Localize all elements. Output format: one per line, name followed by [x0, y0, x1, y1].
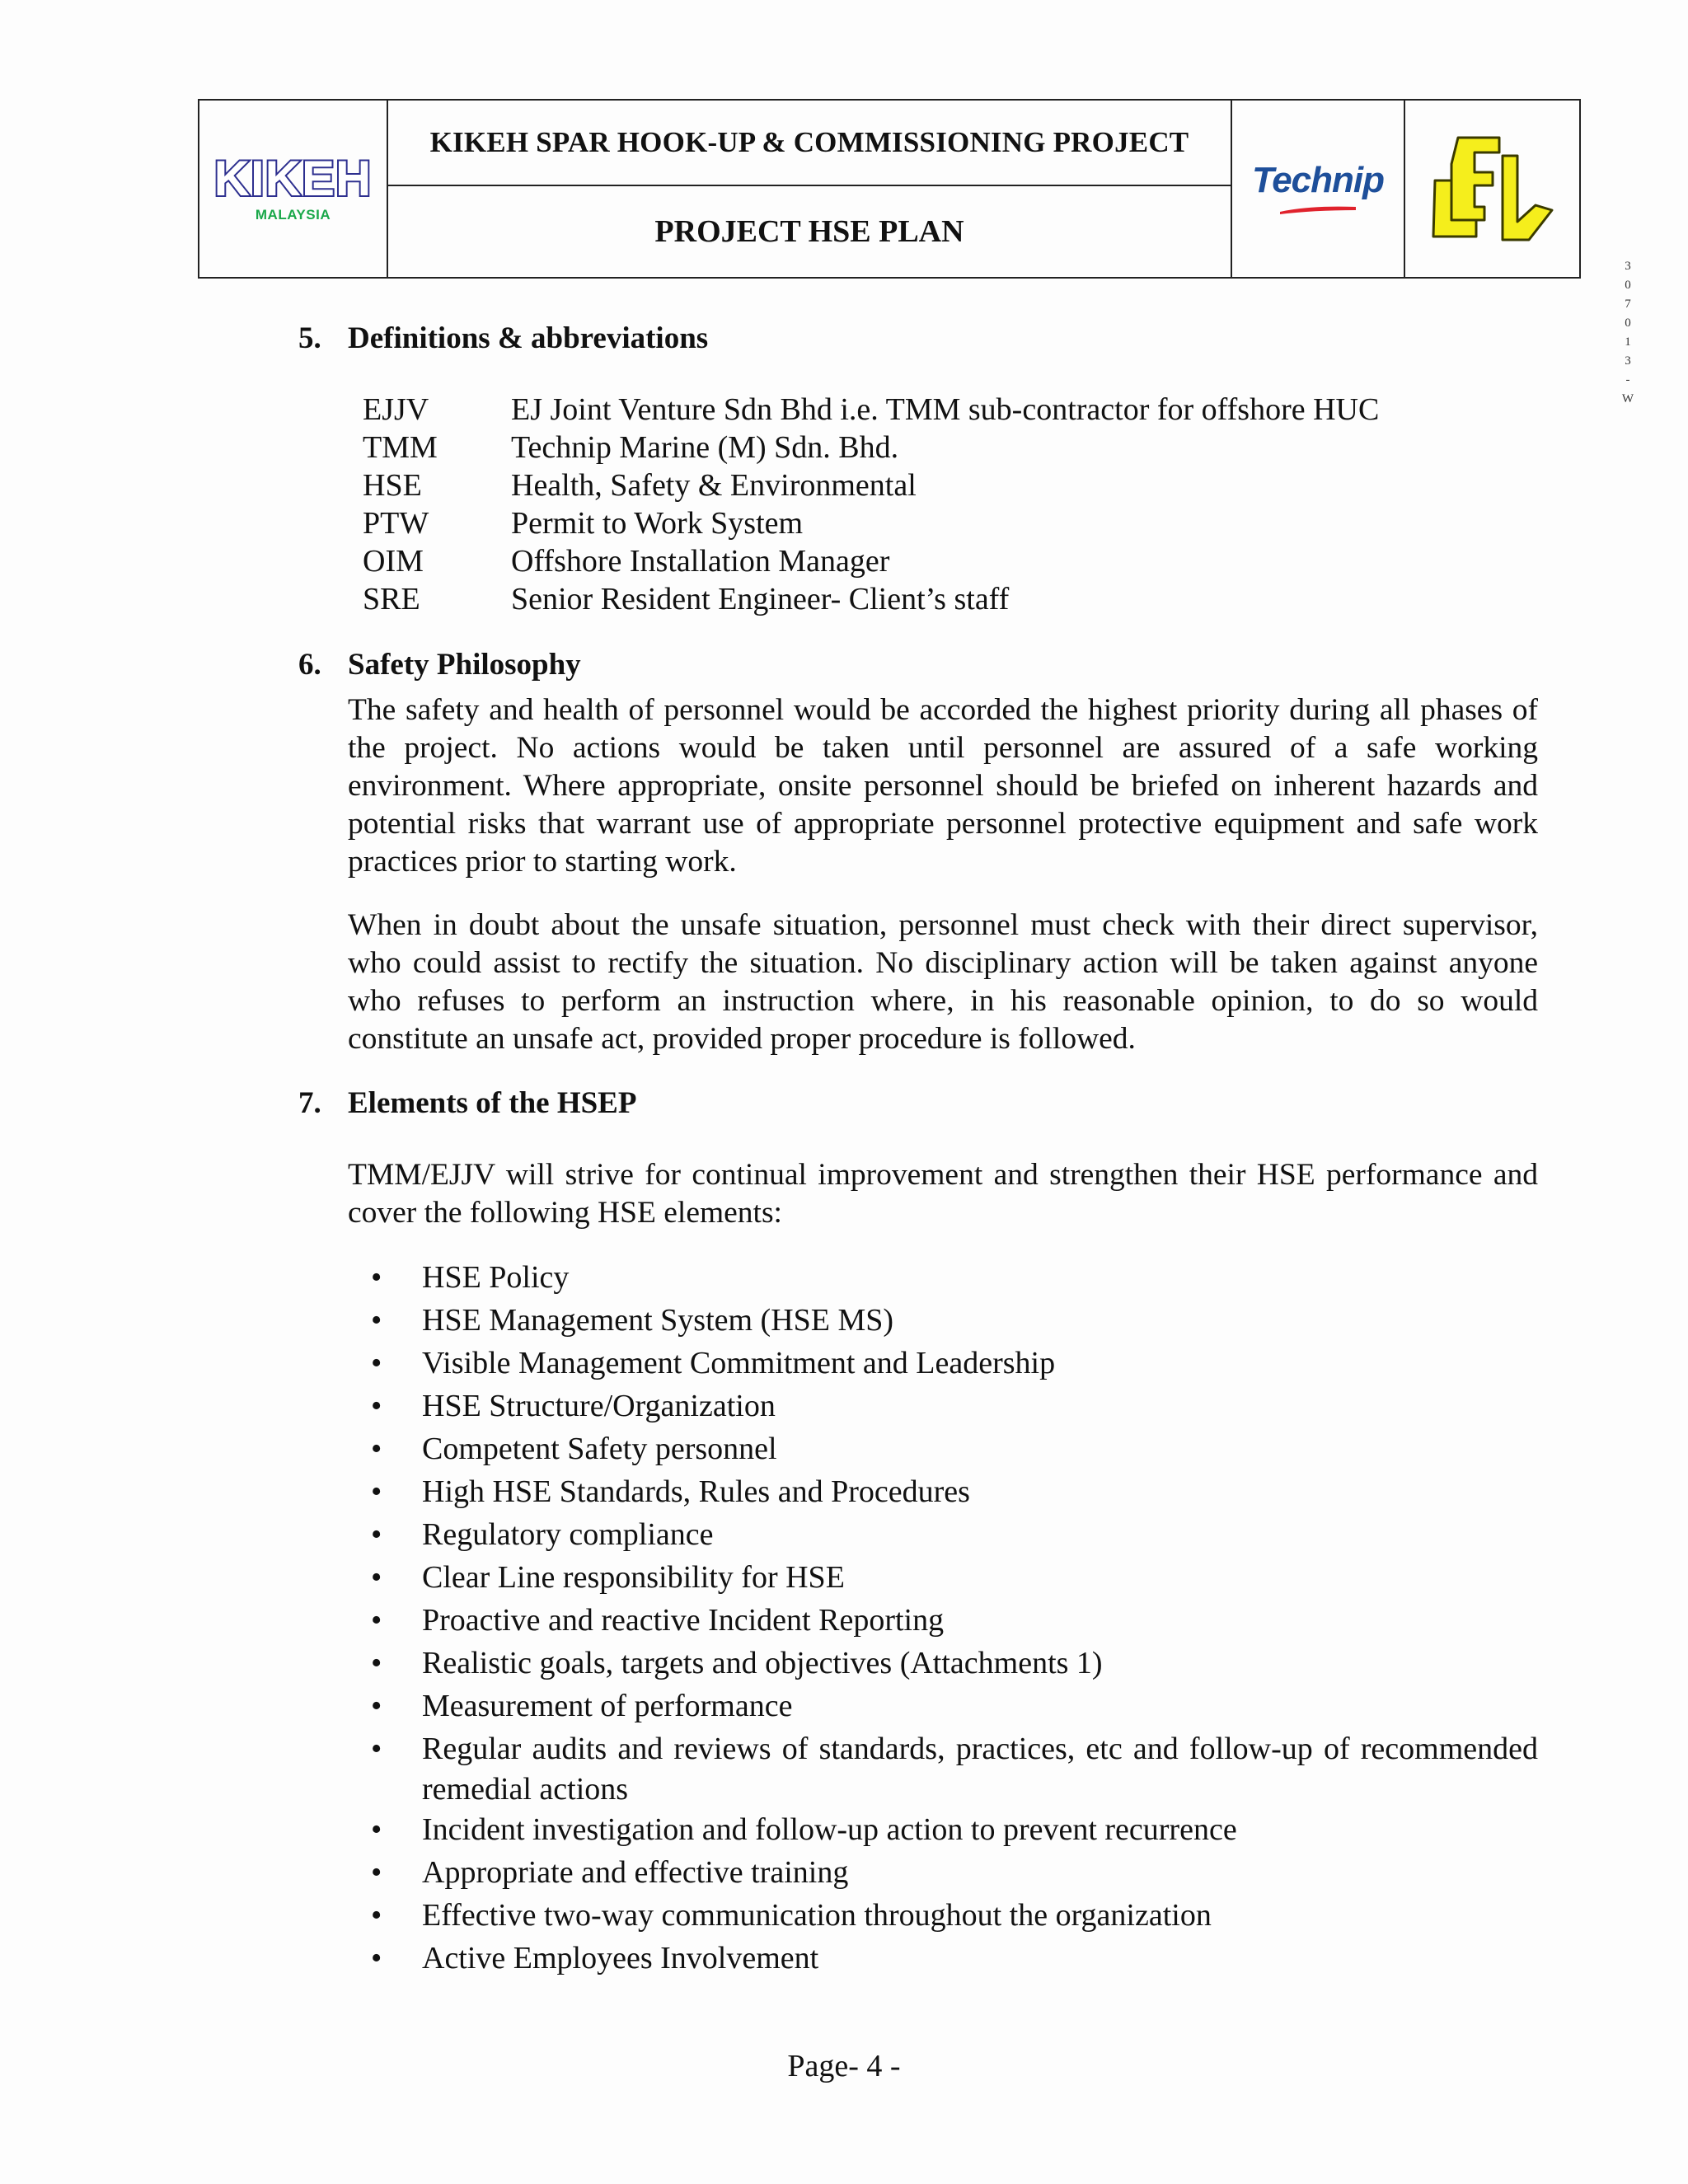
list-item: • HSE Policy [348, 1258, 1538, 1301]
document-header [198, 99, 1581, 279]
bullet-icon: • [371, 1732, 382, 1766]
project-title: KIKEH SPAR HOOK-UP & COMMISSIONING PROJECT [388, 101, 1231, 186]
bullet-icon: • [371, 1898, 382, 1933]
list-item: • Incident investigation and follow-up action to prevent recurrence [348, 1810, 1538, 1853]
bullet-icon: • [371, 1303, 382, 1338]
bullet-icon: • [371, 1346, 382, 1380]
list-item: • Competent Safety personnel [348, 1429, 1538, 1472]
bullet-icon: • [371, 1689, 382, 1723]
bullet-icon: • [371, 1646, 382, 1680]
list-item: • Regular audits and reviews of standards, practices, etc and follow-up of recommended remedial actions [348, 1729, 1538, 1810]
list-item: • HSE Management System (HSE MS) [348, 1301, 1538, 1343]
bullet-icon: • [371, 1517, 382, 1552]
list-item: • Active Employees Involvement [348, 1938, 1538, 1981]
safety-paragraph-1: The safety and health of personnel would be accorded the highest priority during all phases of the project. No actions would be taken until personnel are assured of a safe working environment. Where appropriate, onsite personnel should be briefed on inherent hazards and potential risks that warrant use of appropriate personnel protective equipment and safe work practices prior to starting work. [348, 693, 1538, 879]
elements-intro: TMM/EJJV will strive for continual improvement and strengthen their HSE performance and cover the following HSE elements: [348, 1158, 1538, 1230]
safety-paragraph-2: When in doubt about the unsafe situation, personnel must check with their direct supervisor, who could assist to rectify the situation. No disciplinary action will be taken against anyone who refuses to perform an instruction where, in his reasonable opinion, to do so would constitute an unsafe act, provided proper procedure is followed. [348, 908, 1538, 1056]
list-item: • Proactive and reactive Incident Reporting [348, 1601, 1538, 1643]
technip-logo [1232, 101, 1405, 277]
list-item: • High HSE Standards, Rules and Procedures [348, 1472, 1538, 1515]
technip-logo-text: Technip [1251, 160, 1385, 200]
technip-swoosh-icon [1277, 204, 1359, 215]
bullet-icon: • [371, 1603, 382, 1638]
list-item: • Effective two-way communication throughout the organization [348, 1896, 1538, 1938]
bullet-icon: • [371, 1389, 382, 1423]
bullet-icon: • [371, 1812, 382, 1847]
list-item: • HSE Structure/Organization [348, 1386, 1538, 1429]
ejl-logo-icon [1427, 131, 1559, 246]
bullet-icon: • [371, 1560, 382, 1595]
kikeh-logo [199, 101, 388, 277]
list-item: • Realistic goals, targets and objectives (Attachments 1) [348, 1643, 1538, 1686]
list-item: • Clear Line responsibility for HSE [348, 1558, 1538, 1601]
list-item: • Measurement of performance [348, 1686, 1538, 1729]
hse-elements-list [348, 1258, 1538, 1981]
bullet-icon: • [371, 1855, 382, 1890]
bullet-icon: • [371, 1260, 382, 1295]
bullet-icon: • [371, 1941, 382, 1975]
kikeh-logo-text: KIKEH [213, 151, 373, 206]
list-item: • Regulatory compliance [348, 1515, 1538, 1558]
bullet-icon: • [371, 1432, 382, 1466]
ejl-logo [1405, 101, 1579, 277]
header-titles [388, 101, 1232, 277]
list-item: • Visible Management Commitment and Leadership [348, 1343, 1538, 1386]
page-number: Page- 4 - [787, 2049, 901, 2083]
list-item: • Appropriate and effective training [348, 1853, 1538, 1896]
side-stamp: 3 0 7 0 1 3 - W [1621, 260, 1634, 405]
kikeh-logo-subtext: MALAYSIA [255, 207, 331, 223]
plan-title: PROJECT HSE PLAN [654, 214, 964, 249]
bullet-icon: • [371, 1474, 382, 1509]
